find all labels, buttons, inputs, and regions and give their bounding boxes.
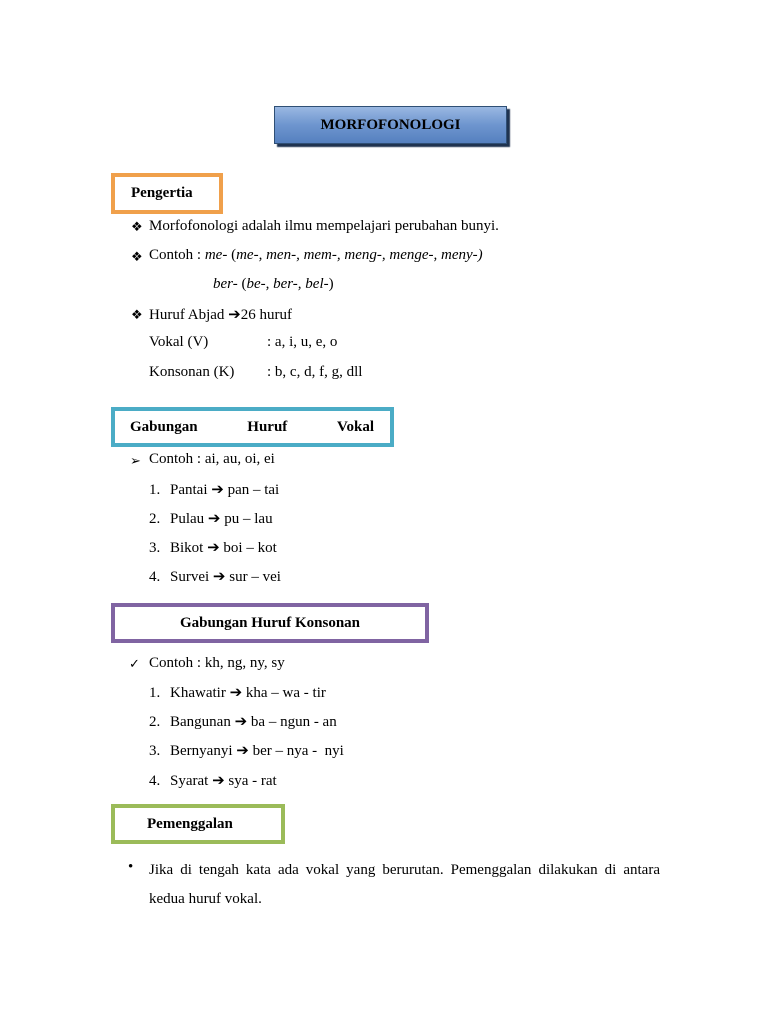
list-item-number: 4. (149, 569, 161, 585)
contoh-ber-prefix: ber- (213, 276, 238, 292)
right-arrow-icon: ➔ (212, 771, 225, 789)
huruf-abjad-line (149, 305, 292, 324)
list-item-split: kha – wa - tir (245, 685, 326, 701)
dot-bullet-icon: • (128, 859, 134, 875)
huruf-abjad-value: 26 huruf (240, 307, 292, 323)
list-item-number: 2. (149, 511, 161, 527)
list-item (149, 480, 279, 499)
vokal-header (111, 407, 394, 447)
contoh-me-line: Contoh : me- (me-, men-, mem-, meng-, menge-, meny-) (149, 247, 483, 263)
diamond-bullet-icon: ❖ (131, 250, 143, 265)
right-arrow-icon: ➔ (212, 567, 226, 585)
vokal-header-word: Gabungan (130, 418, 198, 435)
konsonan-value: : b, c, d, f, g, dll (267, 364, 363, 380)
pengertia-header (111, 173, 223, 214)
list-item-number: 4. (149, 773, 161, 789)
list-item (149, 683, 326, 702)
huruf-abjad-label: Huruf Abjad (149, 307, 229, 323)
diamond-bullet-icon: ❖ (131, 220, 143, 235)
list-item-word: Bangunan (170, 714, 231, 730)
list-item-number: 3. (149, 743, 161, 759)
list-item-split: sur – vei (229, 569, 281, 585)
page-title-text: MORFOFONOLOGI (320, 116, 461, 133)
contoh-me-list: me-, men-, mem-, meng-, menge-, meny-) (236, 247, 483, 263)
list-item-word: Pantai (170, 482, 208, 498)
right-arrow-icon: ➔ (211, 480, 224, 498)
right-arrow-icon: ➔ (207, 538, 220, 556)
contoh-ber-line: ber- (be-, ber-, bel-) (213, 276, 334, 292)
contoh-label: Contoh : (149, 247, 205, 263)
list-item (149, 538, 277, 557)
list-item-number: 3. (149, 540, 161, 556)
pemenggalan-paragraph: Jika di tengah kata ada vokal yang berurutan. Pemenggalan dilakukan di antara kedua huruf vokal. (149, 862, 660, 907)
contoh-me-prefix: me- (204, 247, 228, 263)
vokal-label: Vokal (V) (149, 334, 209, 350)
list-item-split: ba – ngun - an (250, 714, 337, 730)
list-item-number: 1. (149, 482, 161, 498)
konsonan-contoh: Contoh : kh, ng, ny, sy (149, 655, 285, 671)
pemenggalan-header-text: Pemenggalan (147, 815, 233, 832)
konsonan-header-text: Gabungan Huruf Konsonan (179, 614, 361, 631)
contoh-ber-list: be-, ber-, bel- (246, 276, 329, 292)
pemenggalan-header (111, 804, 285, 844)
checkmark-bullet-icon: ✓ (129, 657, 140, 672)
page-title (274, 106, 507, 144)
triangle-bullet-icon: ➢ (130, 454, 141, 469)
right-arrow-icon: ➔ (229, 683, 243, 701)
list-item-word: Pulau (170, 511, 205, 527)
list-item-number: 2. (149, 714, 161, 730)
list-item-word: Bikot (170, 540, 204, 556)
vokal-value: : a, i, u, e, o (267, 334, 338, 350)
vokal-contoh: Contoh : ai, au, oi, ei (149, 451, 275, 467)
right-arrow-icon: ➔ (207, 509, 221, 527)
list-item (149, 567, 281, 586)
right-arrow-icon: ➔ (236, 741, 249, 759)
list-item-number: 1. (149, 685, 161, 701)
list-item-word: Survei (170, 569, 210, 585)
list-item (149, 712, 337, 731)
pengertia-header-text: Pengertia (131, 185, 193, 201)
list-item-word: Khawatir (170, 685, 226, 701)
list-item-split: pu – lau (224, 511, 273, 527)
diamond-bullet-icon: ❖ (131, 308, 143, 323)
vokal-header-word: Vokal (337, 418, 374, 435)
list-item-split: ber – nya - nyi (252, 743, 344, 759)
list-item (149, 771, 277, 790)
right-arrow-icon: ➔ (228, 305, 241, 323)
list-item-word: Syarat (170, 773, 209, 789)
list-item-split: sya - rat (228, 773, 277, 789)
definition-line: Morfofonologi adalah ilmu mempelajari perubahan bunyi. (149, 218, 499, 234)
vokal-header-word: Huruf (247, 418, 288, 435)
list-item-split: boi – kot (223, 540, 277, 556)
konsonan-header (111, 603, 429, 643)
konsonan-label: Konsonan (K) (149, 364, 235, 380)
list-item-split: pan – tai (227, 482, 280, 498)
list-item (149, 741, 344, 760)
right-arrow-icon: ➔ (234, 712, 248, 730)
list-item (149, 509, 273, 528)
list-item-word: Bernyanyi (170, 743, 233, 759)
